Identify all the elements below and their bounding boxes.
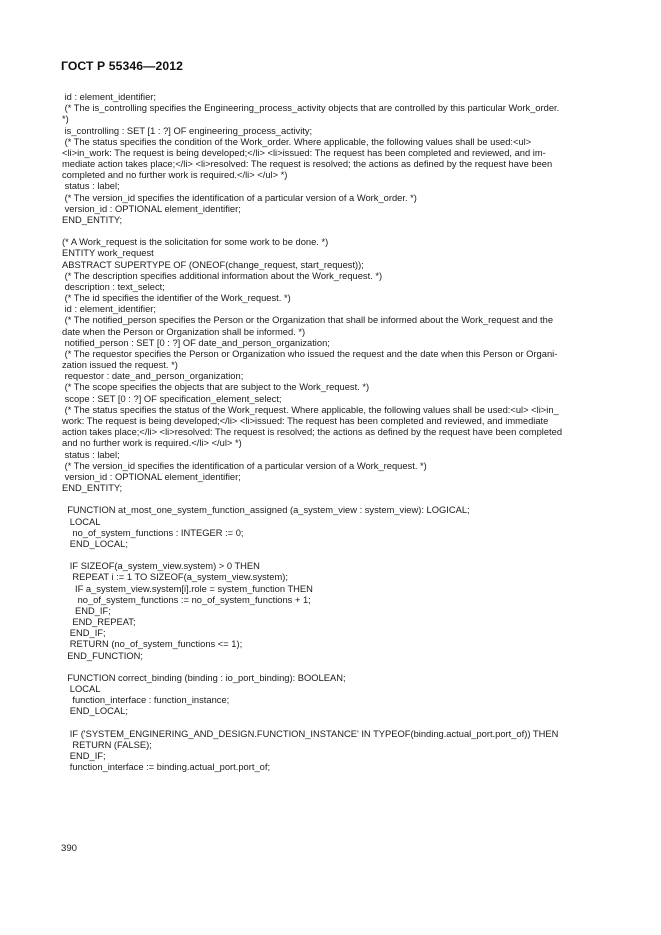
- code-line: *): [62, 114, 69, 125]
- code-line: (* The scope specifies the objects that are subject to the Work_request. *): [62, 382, 370, 393]
- express-code-listing: [62, 92, 602, 773]
- code-line: END_LOCAL;: [62, 538, 128, 549]
- code-line: RETURN (no_of_system_functions <= 1);: [62, 639, 243, 650]
- code-line: and no further work is required.</li> </ul> *): [62, 438, 242, 449]
- code-line: (* The description specifies additional information about the Work_request. *): [62, 270, 383, 281]
- code-line: status : label;: [62, 449, 120, 460]
- blank-line: [62, 662, 602, 673]
- code-line: (* A Work_request is the solicitation for some work to be done. *): [62, 237, 329, 248]
- code-line: ABSTRACT SUPERTYPE OF (ONEOF(change_request, start_request));: [62, 259, 364, 270]
- code-line: (* The status specifies the condition of the Work_order. Where applicable, the following values shall be used:<ul>: [62, 136, 532, 147]
- code-line: date when the Person or Organization shall be informed. *): [62, 326, 306, 337]
- code-line: scope : SET [0 : ?] OF specification_element_select;: [62, 393, 282, 404]
- code-line: version_id : OPTIONAL element_identifier;: [62, 471, 241, 482]
- code-line: (* The notified_person specifies the Person or the Organization that shall be informed about the Work_request and the: [62, 315, 554, 326]
- blank-line: [62, 550, 602, 561]
- code-line: id : element_identifier;: [62, 92, 157, 102]
- code-line: notified_person : SET [0 : ?] OF date_and_person_organization;: [62, 337, 330, 348]
- code-line: RETURN (FALSE);: [62, 739, 152, 750]
- code-line: FUNCTION at_most_one_system_function_assigned (a_system_view : system_view): LOGICAL;: [62, 505, 470, 516]
- code-line: IF SIZEOF(a_system_view.system) > 0 THEN: [62, 561, 260, 572]
- code-line: END_ENTITY;: [62, 483, 123, 494]
- code-line: END_IF;: [62, 628, 106, 639]
- code-line: IF ('SYSTEM_ENGINERING_AND_DESIGN.FUNCTION_INSTANCE' IN TYPEOF(binding.actual_port.port_of)) THEN: [62, 728, 559, 739]
- code-line: (* The version_id specifies the identification of a particular version of a Work_order. *): [62, 192, 417, 203]
- code-line: END_ENTITY;: [62, 214, 123, 225]
- code-line: END_REPEAT;: [62, 617, 136, 628]
- code-line: END_LOCAL;: [62, 706, 128, 717]
- page-number: 390: [61, 843, 78, 854]
- code-line: (* The is_controlling specifies the Engineering_process_activity objects that are controlled by this particular Work_order.: [62, 103, 560, 114]
- code-line: IF a_system_view.system[i].role = system_function THEN: [62, 583, 313, 594]
- code-line: is_controlling : SET [1 : ?] OF engineering_process_activity;: [62, 125, 313, 136]
- code-line: (* The status specifies the status of the Work_request. Where applicable, the following values shall be used:<ul> <li>in_: [62, 404, 559, 415]
- code-line: action takes place;</li> <li>resolved: The request is resolved; the actions as defined by the request have been completed: [62, 427, 563, 438]
- code-line: mediate action takes place;</li> <li>resolved: The request is resolved; the actions as defined by the request have been: [62, 159, 553, 170]
- blank-line: [62, 226, 602, 237]
- code-line: status : label;: [62, 181, 120, 192]
- code-line: no_of_system_functions := no_of_system_functions + 1;: [62, 594, 311, 605]
- code-line: (* The id specifies the identifier of the Work_request. *): [62, 293, 291, 304]
- blank-line: [62, 494, 602, 505]
- code-line: END_IF;: [62, 605, 111, 616]
- code-line: LOCAL: [62, 516, 101, 527]
- code-line: id : element_identifier;: [62, 304, 157, 315]
- code-line: (* The requestor specifies the Person or Organization who issued the request and the date when this Person or Organi-: [62, 348, 558, 359]
- code-line: work: The request is being developed;</li> <li>issued: The request has been completed and reviewed, and immediate: [62, 415, 549, 426]
- code-line: completed and no further work is required.</li> </ul> *): [62, 170, 288, 181]
- code-line: no_of_system_functions : INTEGER := 0;: [62, 527, 244, 538]
- code-line: ENTITY work_request: [62, 248, 154, 259]
- code-line: <li>in_work: The request is being developed;</li> <li>issued: The request has been completed and reviewed, and im-: [62, 147, 546, 158]
- document-standard-code: ГОСТ Р 55346—2012: [61, 59, 183, 73]
- code-line: END_IF;: [62, 751, 106, 762]
- code-line: REPEAT i := 1 TO SIZEOF(a_system_view.system);: [62, 572, 288, 583]
- code-line: function_interface := binding.actual_port.port_of;: [62, 762, 271, 773]
- code-line: FUNCTION correct_binding (binding : io_port_binding): BOOLEAN;: [62, 672, 346, 683]
- code-line: requestor : date_and_person_organization;: [62, 371, 244, 382]
- code-line: function_interface : function_instance;: [62, 695, 230, 706]
- blank-line: [62, 718, 602, 729]
- code-line: zation issued the request. *): [62, 360, 178, 371]
- code-line: (* The version_id specifies the identification of a particular version of a Work_request. *): [62, 460, 427, 471]
- code-line: LOCAL: [62, 684, 101, 695]
- code-line: version_id : OPTIONAL element_identifier;: [62, 203, 241, 214]
- code-line: description : text_select;: [62, 281, 165, 292]
- code-line: END_FUNCTION;: [62, 650, 143, 661]
